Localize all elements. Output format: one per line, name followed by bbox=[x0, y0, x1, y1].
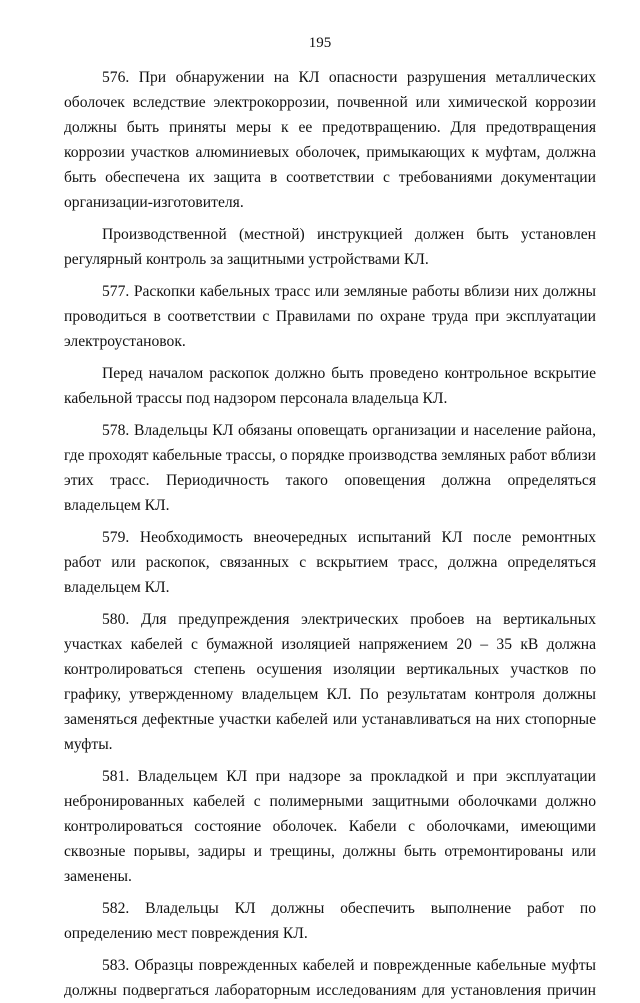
paragraph-583: 583. Образцы поврежденных кабелей и поврежденные кабельные муфты должны подвергаться лабораторным исследованиям для установления причин bbox=[64, 957, 596, 999]
paragraph-578: 578. Владельцы КЛ обязаны оповещать организации и население района, где проходят кабельные трассы, о порядке производства земляных работ вблизи этих трасс. Периодичность такого оповещения должна определяться владельцем КЛ. bbox=[64, 422, 596, 514]
document-body bbox=[64, 65, 596, 1003]
paragraph-577-excavation: Перед началом раскопок должно быть проведено контрольное вскрытие кабельной трассы под надзором персонала владельца КЛ. bbox=[64, 365, 596, 407]
paragraph-579: 579. Необходимость внеочередных испытаний КЛ после ремонтных работ или раскопок, связанных с вскрытием трасс, должна определяться владельцем КЛ. bbox=[64, 529, 596, 596]
paragraph-576: 576. При обнаружении на КЛ опасности разрушения металлических оболочек вследствие электрокоррозии, почвенной или химической коррозии должны быть приняты меры к ее предотвращению. Для предотвращения коррозии участков алюминиевых оболочек, примыкающих к муфтам, должна быть обеспечена их защита в соответствии с требованиями документации организации-изготовителя. bbox=[64, 69, 596, 211]
paragraph-580: 580. Для предупреждения электрических пробоев на вертикальных участках кабелей с бумажной изоляцией напряжением 20 – 35 кВ должна контролироваться степень осушения изоляции вертикальных участков по графику, утвержденному владельцем КЛ. По результатам контроля должны заменяться дефектные участки кабелей или устанавливаться на них стопорные муфты. bbox=[64, 611, 596, 753]
paragraph-582: 582. Владельцы КЛ должны обеспечить выполнение работ по определению мест повреждения КЛ. bbox=[64, 900, 596, 942]
paragraph-576-instruction: Производственной (местной) инструкцией должен быть установлен регулярный контроль за защитными устройствами КЛ. bbox=[64, 226, 596, 268]
page-number: 195 bbox=[308, 35, 332, 51]
paragraph-581: 581. Владельцем КЛ при надзоре за прокладкой и при эксплуатации небронированных кабелей с полимерными защитными оболочками должно контролироваться состояние оболочек. Кабели с оболочками, имеющими сквозные порывы, задиры и трещины, должны быть отремонтированы или заменены. bbox=[64, 768, 596, 885]
paragraph-577: 577. Раскопки кабельных трасс или земляные работы вблизи них должны проводиться в соответствии с Правилами по охране труда при эксплуатации электроустановок. bbox=[64, 283, 596, 350]
